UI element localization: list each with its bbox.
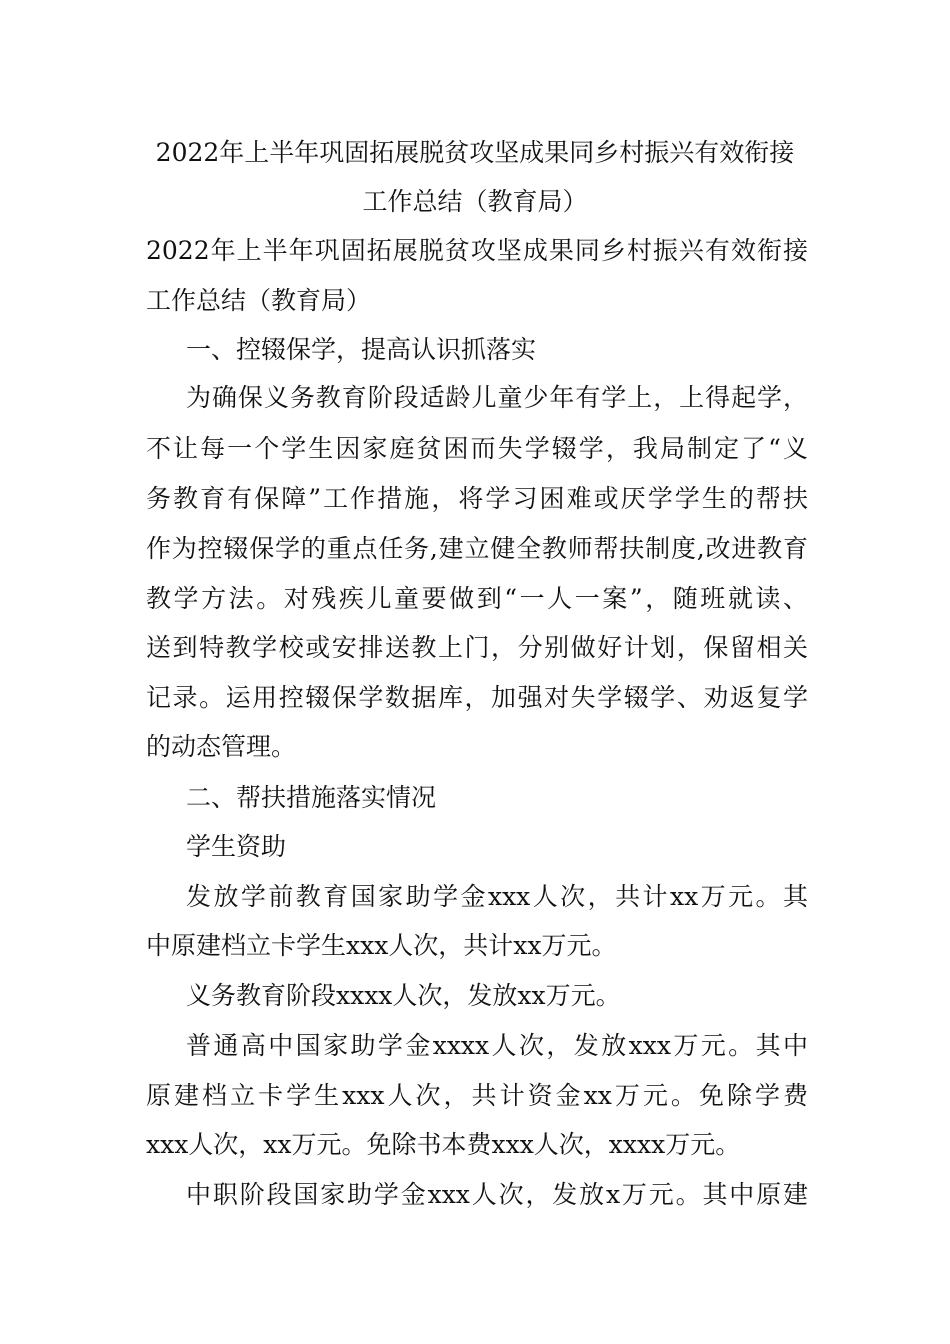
paragraph-line: 教学方法。对残疾儿童要做到“一人一案”，随班就读、 (146, 584, 808, 613)
paragraph-line: 记录。运用控辍保学数据库，加强对失学辍学、劝返复学 (146, 683, 808, 712)
paragraph-line: 原建档立卡学生xxx人次，共计资金xx万元。免除学费 (146, 1081, 808, 1110)
paragraph-line: 中原建档立卡学生xxx人次，共计xx万元。 (146, 931, 617, 960)
paragraph-line: 送到特教学校或安排送教上门，分别做好计划，保留相关 (146, 633, 808, 662)
paragraph-line: 义务教育阶段xxxx人次，发放xx万元。 (186, 981, 621, 1010)
paragraph-line: 不让每一个学生因家庭贫困而失学辍学，我局制定了“义 (146, 434, 808, 463)
subsection-heading: 学生资助 (186, 832, 287, 861)
section-heading-2: 二、帮扶措施落实情况 (186, 783, 437, 812)
paragraph-line: 普通高中国家助学金xxxx人次，发放xxx万元。其中 (186, 1031, 808, 1060)
document-title-line2: 工作总结（教育局） (362, 187, 588, 216)
paragraph-line: 发放学前教育国家助学金xxx人次，共计xx万元。其 (186, 882, 808, 911)
repeat-title-line2: 工作总结（教育局） (146, 286, 372, 315)
paragraph-line: 的动态管理。 (146, 732, 297, 761)
document-title-line1: 2022年上半年巩固拓展脱贫攻坚成果同乡村振兴有效衔接 (155, 138, 795, 167)
section-heading-1: 一、控辍保学，提高认识抓落实 (186, 335, 537, 364)
paragraph-line: 为确保义务教育阶段适龄儿童少年有学上，上得起学， (186, 383, 808, 412)
paragraph-line: 务教育有保障”工作措施，将学习困难或厌学学生的帮扶 (146, 484, 808, 513)
repeat-title-line1: 2022年上半年巩固拓展脱贫攻坚成果同乡村振兴有效衔接 (146, 236, 808, 265)
paragraph-line: 中职阶段国家助学金xxx人次，发放x万元。其中原建 (186, 1180, 808, 1209)
paragraph-line: 作为控辍保学的重点任务,建立健全教师帮扶制度,改进教育 (146, 534, 808, 563)
paragraph-line: xxx人次，xx万元。免除书本费xxx人次，xxxx万元。 (146, 1130, 741, 1159)
